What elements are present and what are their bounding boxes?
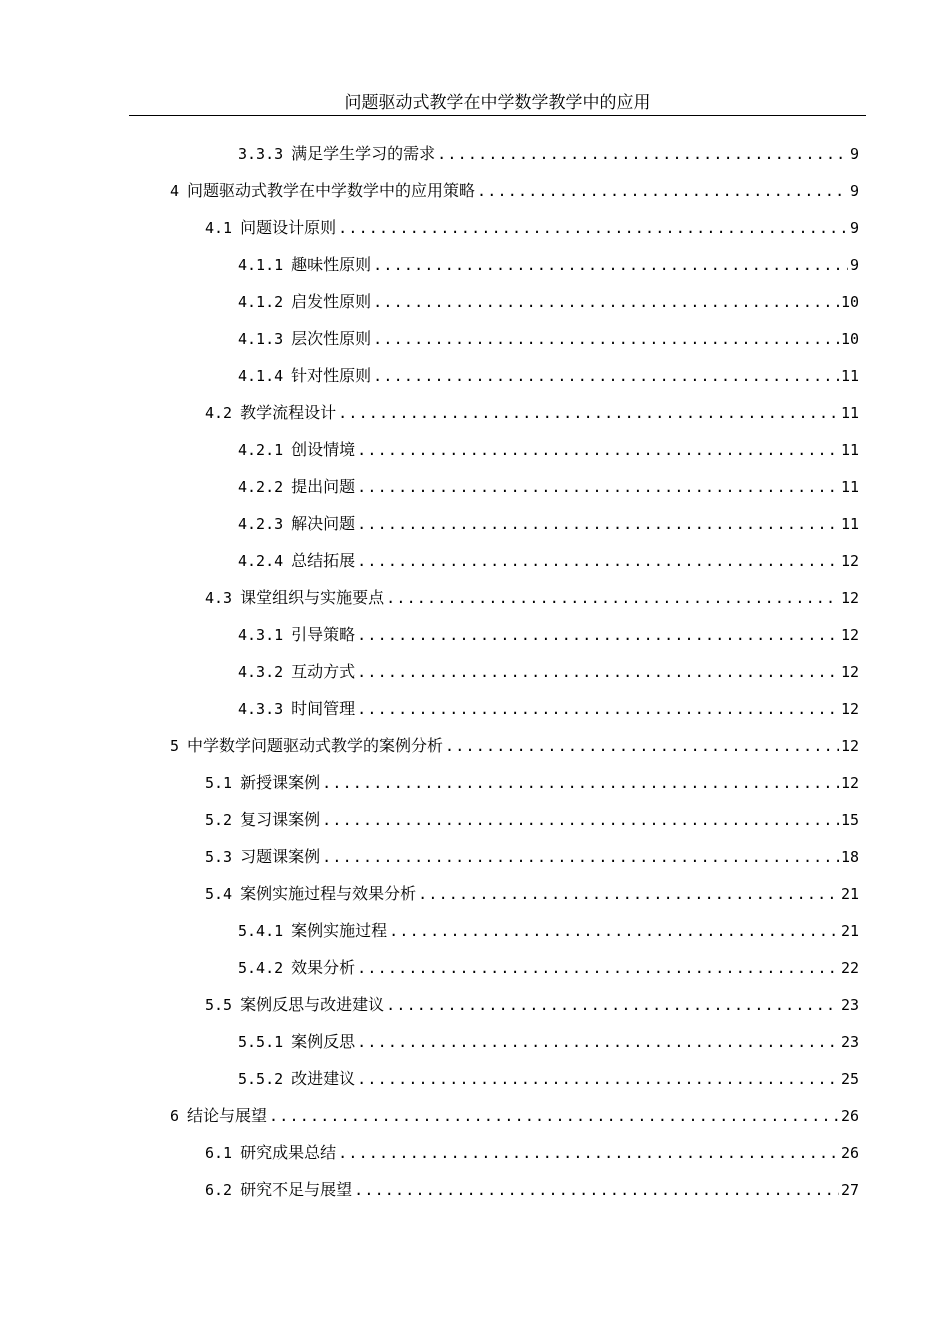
toc-entry-number: 4.1.3 <box>238 330 284 348</box>
toc-entry-title: 启发性原则 <box>291 292 372 311</box>
toc-entry-title: 满足学生学习的需求 <box>291 144 436 163</box>
toc-entry[interactable] <box>238 917 859 941</box>
toc-entry-page: 11 <box>840 478 859 496</box>
toc-entry[interactable] <box>238 436 859 460</box>
toc-dot-leader <box>357 958 839 978</box>
toc-entry[interactable] <box>205 584 859 608</box>
toc-entry-number: 5.1 <box>205 774 233 792</box>
toc-entry-page: 10 <box>840 330 859 348</box>
toc-entry-page: 23 <box>840 996 859 1014</box>
toc-dot-leader <box>322 810 839 830</box>
toc-entry-number: 6.1 <box>205 1144 233 1162</box>
toc-entry[interactable] <box>170 1102 859 1126</box>
toc-dot-leader <box>373 366 839 386</box>
toc-entry-page: 15 <box>840 811 859 829</box>
toc-entry-page: 22 <box>840 959 859 977</box>
toc-entry-number: 4.2 <box>205 404 233 422</box>
toc-entry-page: 12 <box>840 552 859 570</box>
toc-entry[interactable] <box>238 954 859 978</box>
toc-entry-page: 21 <box>840 922 859 940</box>
toc-entry[interactable] <box>170 177 859 201</box>
toc-entry-number: 4.2.1 <box>238 441 284 459</box>
toc-entry-number: 4.1 <box>205 219 233 237</box>
toc-entry[interactable] <box>238 1065 859 1089</box>
toc-entry-number: 4.3.1 <box>238 626 284 644</box>
toc-entry[interactable] <box>238 1028 859 1052</box>
toc-dot-leader <box>445 736 839 756</box>
toc-entry-page: 21 <box>840 885 859 903</box>
toc-entry[interactable] <box>238 251 859 275</box>
toc-entry-number: 4.3 <box>205 589 233 607</box>
toc-dot-leader <box>338 403 839 423</box>
toc-entry-page: 11 <box>840 367 859 385</box>
toc-dot-leader <box>373 292 839 312</box>
toc-entry-title: 案例实施过程与效果分析 <box>240 884 417 903</box>
toc-entry-page: 12 <box>840 737 859 755</box>
toc-entry[interactable] <box>238 621 859 645</box>
toc-entry[interactable] <box>205 991 859 1015</box>
toc-entry-page: 11 <box>840 441 859 459</box>
toc-dot-leader <box>437 144 848 164</box>
toc-entry-page: 9 <box>849 256 859 274</box>
toc-entry-title: 案例反思与改进建议 <box>240 995 385 1014</box>
toc-entry-page: 18 <box>840 848 859 866</box>
toc-dot-leader <box>373 329 839 349</box>
toc-entry-title: 引导策略 <box>291 625 356 644</box>
toc-entry-page: 10 <box>840 293 859 311</box>
toc-dot-leader <box>418 884 839 904</box>
toc-dot-leader <box>338 218 848 238</box>
toc-entry-title: 教学流程设计 <box>240 403 337 422</box>
toc-entry-title: 趣味性原则 <box>291 255 372 274</box>
toc-entry-title: 创设情境 <box>291 440 356 459</box>
toc-dot-leader <box>357 1069 839 1089</box>
toc-entry-title: 总结拓展 <box>291 551 356 570</box>
toc-dot-leader <box>357 551 839 571</box>
toc-entry-title: 案例实施过程 <box>291 921 388 940</box>
toc-entry-page: 12 <box>840 663 859 681</box>
toc-entry[interactable] <box>170 732 859 756</box>
toc-entry[interactable] <box>238 510 859 534</box>
toc-dot-leader <box>357 477 839 497</box>
toc-dot-leader <box>357 1032 839 1052</box>
toc-entry-title: 解决问题 <box>291 514 356 533</box>
toc-entry[interactable] <box>205 880 859 904</box>
toc-entry-title: 中学数学问题驱动式教学的案例分析 <box>187 736 444 755</box>
toc-entry-number: 5.4 <box>205 885 233 903</box>
toc-entry[interactable] <box>205 214 859 238</box>
toc-entry-page: 11 <box>840 515 859 533</box>
toc-entry-title: 结论与展望 <box>187 1106 268 1125</box>
toc-entry-page: 27 <box>840 1181 859 1199</box>
toc-entry-number: 5.5.2 <box>238 1070 284 1088</box>
header-rule <box>129 115 866 116</box>
toc-dot-leader <box>357 625 839 645</box>
toc-entry-number: 5.2 <box>205 811 233 829</box>
toc-dot-leader <box>354 1180 839 1200</box>
toc-entry[interactable] <box>205 843 859 867</box>
toc-entry-number: 4.1.4 <box>238 367 284 385</box>
toc-entry-page: 25 <box>840 1070 859 1088</box>
toc-entry[interactable] <box>238 547 859 571</box>
toc-entry[interactable] <box>238 362 859 386</box>
toc-entry-page: 23 <box>840 1033 859 1051</box>
toc-entry-number: 4.3.2 <box>238 663 284 681</box>
toc-entry-title: 改进建议 <box>291 1069 356 1088</box>
toc-entry[interactable] <box>205 399 859 423</box>
toc-entry-title: 提出问题 <box>291 477 356 496</box>
toc-entry-number: 5.4.2 <box>238 959 284 977</box>
toc-entry[interactable] <box>238 325 859 349</box>
toc-entry-number: 5.3 <box>205 848 233 866</box>
toc-entry-number: 3.3.3 <box>238 145 284 163</box>
toc-entry-number: 4 <box>170 182 180 200</box>
toc-entry-number: 5.5.1 <box>238 1033 284 1051</box>
toc-entry[interactable] <box>205 1139 859 1163</box>
toc-entry-title: 层次性原则 <box>291 329 372 348</box>
toc-entry-title: 时间管理 <box>291 699 356 718</box>
toc-entry-number: 4.2.4 <box>238 552 284 570</box>
toc-dot-leader <box>386 588 839 608</box>
toc-entry-number: 4.3.3 <box>238 700 284 718</box>
toc-entry-title: 效果分析 <box>291 958 356 977</box>
toc-entry[interactable] <box>238 658 859 682</box>
toc-entry[interactable] <box>238 695 859 719</box>
toc-entry-page: 12 <box>840 626 859 644</box>
toc-dot-leader <box>357 514 839 534</box>
toc-entry-page: 11 <box>840 404 859 422</box>
toc-dot-leader <box>386 995 839 1015</box>
toc-dot-leader <box>477 181 848 201</box>
toc-entry-page: 9 <box>849 145 859 163</box>
toc-entry-number: 4.2.3 <box>238 515 284 533</box>
toc-entry-number: 4.2.2 <box>238 478 284 496</box>
toc-dot-leader <box>357 699 839 719</box>
toc-entry-page: 26 <box>840 1107 859 1125</box>
toc-entry[interactable] <box>205 806 859 830</box>
toc-entry[interactable] <box>238 140 859 164</box>
toc-entry-title: 针对性原则 <box>291 366 372 385</box>
toc-entry-title: 新授课案例 <box>240 773 321 792</box>
toc-dot-leader <box>269 1106 839 1126</box>
toc-dot-leader <box>338 1143 839 1163</box>
toc-dot-leader <box>357 662 839 682</box>
toc-dot-leader <box>322 847 839 867</box>
toc-entry[interactable] <box>238 288 859 312</box>
toc-entry-number: 5 <box>170 737 180 755</box>
toc-entry-title: 问题驱动式教学在中学数学中的应用策略 <box>187 181 476 200</box>
toc-entry-page: 9 <box>849 182 859 200</box>
toc-entry-title: 案例反思 <box>291 1032 356 1051</box>
toc-entry-number: 6.2 <box>205 1181 233 1199</box>
toc-entry-number: 5.4.1 <box>238 922 284 940</box>
toc-entry-page: 12 <box>840 700 859 718</box>
toc-entry-title: 课堂组织与实施要点 <box>240 588 385 607</box>
toc-entry[interactable] <box>238 473 859 497</box>
toc-entry[interactable] <box>205 769 859 793</box>
toc-entry-page: 12 <box>840 589 859 607</box>
toc-entry-number: 5.5 <box>205 996 233 1014</box>
toc-entry-title: 问题设计原则 <box>240 218 337 237</box>
toc-entry-title: 复习课案例 <box>240 810 321 829</box>
toc-entry-title: 研究成果总结 <box>240 1143 337 1162</box>
toc-dot-leader <box>322 773 839 793</box>
toc-entry-title: 习题课案例 <box>240 847 321 866</box>
toc-entry-title: 互动方式 <box>291 662 356 681</box>
toc-dot-leader <box>357 440 839 460</box>
toc-entry-page: 9 <box>849 219 859 237</box>
toc-entry-page: 12 <box>840 774 859 792</box>
toc-entry-number: 6 <box>170 1107 180 1125</box>
toc-entry-page: 26 <box>840 1144 859 1162</box>
toc-entry-number: 4.1.1 <box>238 256 284 274</box>
toc-dot-leader <box>373 255 848 275</box>
running-header: 问题驱动式教学在中学数学教学中的应用 <box>344 93 651 113</box>
toc-entry[interactable] <box>205 1176 859 1200</box>
toc-entry-number: 4.1.2 <box>238 293 284 311</box>
toc-entry-title: 研究不足与展望 <box>240 1180 353 1199</box>
toc-dot-leader <box>389 921 839 941</box>
